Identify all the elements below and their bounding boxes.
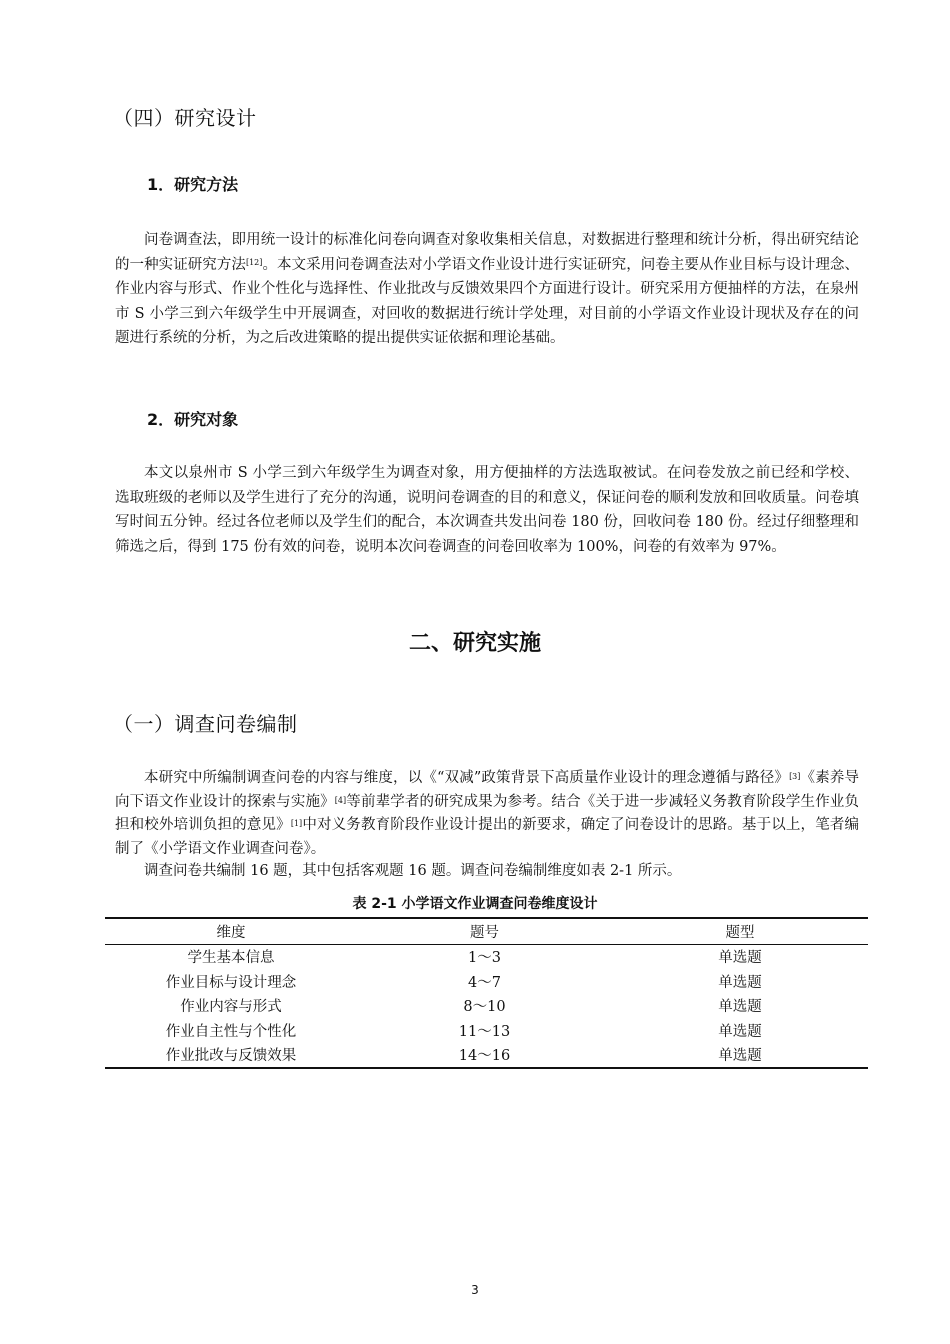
cell-question-type: 单选题 [718,974,762,991]
cell-question-number: 1～3 [468,950,501,967]
cell-question-type: 单选题 [718,1023,762,1040]
cell-question-type: 单选题 [718,950,762,967]
cell-dimension: 作业批改与反馈效果 [165,1048,297,1065]
paragraph-subject: 本文以泉州市 S 小学三到六年级学生为调查对象，用方便抽样的方法选取被试。在问卷发放之前已经和学校、选取班级的老师以及学生进行了充分的沟通，说明问卷调查的目的和意义，保证问卷的顺利发放和回收质量。问卷填写时间五分钟。经过各位老师以及学生们的配合，本次调查共发出问卷 180 份，回收问卷 180 份。经过仔细整理和筛选之后，得到 175 份有效的问卷，说明本次问卷调查的问卷回收率为 100%，问卷的有效率为 97%。 [115,465,859,555]
cell-question-number: 8～10 [463,999,506,1016]
header-question-number: 题号 [470,924,499,941]
cell-dimension: 作业自主性与个性化 [165,1023,297,1040]
paragraph-questionnaire-count: 调查问卷共编制 16 题，其中包括客观题 16 题。调查问卷编制维度如表 2-1 所示。 [144,863,682,879]
citation-12: [12] [245,257,263,267]
cell-dimension: 学生基本信息 [187,950,275,967]
questionnaire-text-a: 本研究中所编制调查问卷的内容与维度，以《“双减”政策背景下高质量作业设计的理念遵循与路径》 [144,770,790,786]
citation-1: [1] [290,819,303,828]
cell-question-number: 11～13 [458,1023,511,1040]
method-text-b: 。本文采用问卷调查法对小学语文作业设计进行实证研究，问卷主要从作业目标与设计理念、作业内容与形式、作业个性化与选择性、作业批改与反馈效果四个方面进行设计。研究采用方便抽样的方法，在泉州市 S 小学三到六年级学生中开展调查，对回收的数据进行统计学处理，对目前的小学语文作业设计现状及存在的问题进行系统的分析，为之后改进策略的提出提供实证依据和理论基础。 [115,256,860,346]
subsection-heading-subject: 2．研究对象 [147,410,239,429]
cell-dimension: 作业目标与设计理念 [165,974,297,991]
subsection-heading-method: 1．研究方法 [147,175,239,194]
questionnaire-text-d: 中对义务教育阶段作业设计提出的新要求，确定了问卷设计的思路。基于以上，笔者编制了《小学语文作业调查问卷》。 [115,817,860,857]
page-number: 3 [471,1283,479,1297]
table-row [105,1018,868,1043]
table-row [105,994,868,1019]
questionnaire-text-c: 等前辈学者的研究成果为参考。结合《关于进一步减轻义务教育阶段学生作业负担和校外培训负担的意见》 [115,793,859,833]
cell-question-number: 4～7 [468,974,501,991]
table-caption: 表 2-1 小学语文作业调查问卷维度设计 [352,896,598,912]
table-row [105,1043,868,1069]
table-header-row [105,918,868,944]
table-row [105,944,868,969]
citation-3: [3] [789,772,801,781]
cell-question-number: 14～16 [458,1048,511,1065]
dimension-table [105,917,868,1069]
cell-dimension: 作业内容与形式 [180,999,282,1016]
cell-question-type: 单选题 [718,999,762,1016]
section-heading-questionnaire: （一）调查问卷编制 [113,712,298,736]
method-text-a: 问卷调查法，即用统一设计的标准化问卷向调查对象收集相关信息，对数据进行整理和统计分析，得出研究结论的一种实证研究方法 [115,232,859,273]
citation-4: [4] [334,795,347,805]
paragraph-questionnaire [115,767,859,861]
questionnaire-text-b: 《素养导向下语文作业设计的探索与实施》 [115,770,860,810]
header-question-type: 题型 [725,924,755,941]
cell-question-type: 单选题 [718,1048,762,1065]
paragraph-method [115,228,859,351]
chapter-heading-implementation: 二、研究实施 [408,631,541,656]
table-row [105,969,868,994]
header-dimension: 维度 [216,924,246,941]
section-heading-research-design: （四）研究设计 [113,106,257,130]
